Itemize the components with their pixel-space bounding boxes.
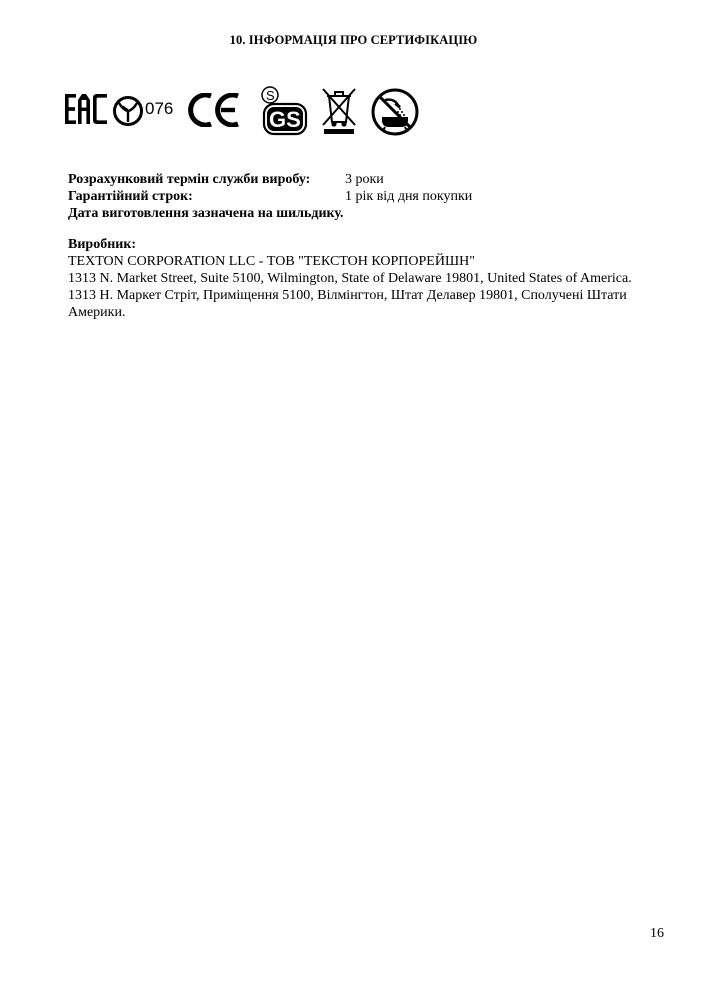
manufacturer-address-ua: 1313 Н. Маркет Стріт, Приміщення 5100, Вілмінгтон, Штат Делавер 19801, Сполучені Штати (68, 288, 627, 303)
warranty-label: Гарантійний строк: (68, 189, 193, 204)
eac-mark-icon (64, 92, 108, 126)
warranty-value: 1 рік від дня покупки (345, 189, 473, 204)
page-number: 16 (650, 926, 664, 941)
weee-bin-icon (320, 86, 358, 136)
no-bathroom-use-icon (370, 87, 420, 137)
s-letter: S (266, 88, 275, 103)
gs-letters: GS (269, 107, 301, 132)
certification-logos (64, 84, 424, 138)
gs-mark-icon (260, 84, 310, 138)
manufacturer-address-ua-cont: Америки. (68, 305, 126, 320)
service-life-value: 3 роки (345, 172, 384, 187)
manufacturer-label: Виробник: (68, 237, 137, 252)
ua-conformity-mark-icon (112, 92, 182, 130)
service-life-label: Розрахунковий термін служби виробу: (68, 172, 311, 187)
ce-mark-icon (188, 93, 242, 127)
manufacture-date-note: Дата виготовлення зазначена на шильдику. (68, 206, 344, 221)
manufacturer-name: TEXTON CORPORATION LLC - ТОВ "ТЕКСТОН КОРПОРЕЙШН" (68, 254, 475, 269)
manufacturer-address-en: 1313 N. Market Street, Suite 5100, Wilmington, State of Delaware 19801, United States of America. (68, 271, 632, 286)
section-heading: 10. ІНФОРМАЦІЯ ПРО СЕРТИФІКАЦІЮ (229, 33, 478, 47)
ua-code: 076 (145, 99, 174, 118)
